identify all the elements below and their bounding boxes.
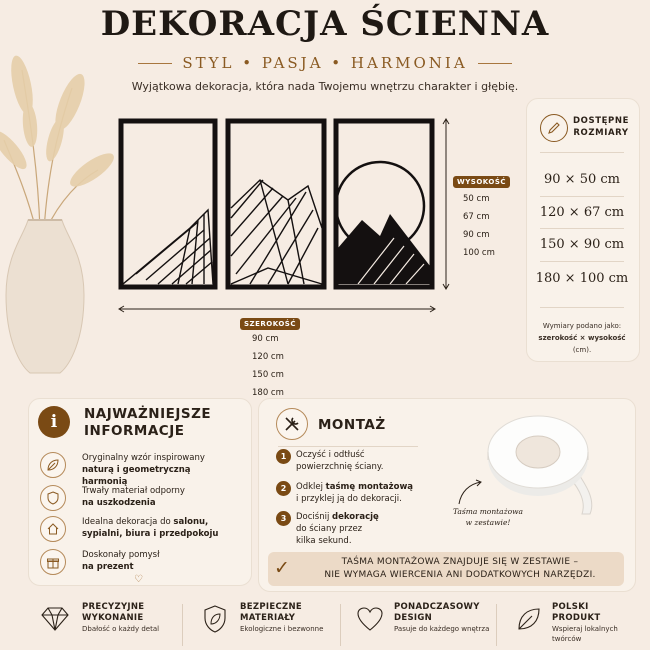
step-number: 1: [276, 449, 291, 464]
feature-subtitle: Wspieraj lokalnych: [552, 625, 618, 633]
height-value: 67 cm: [463, 212, 490, 222]
step-line: Dociśnij: [296, 512, 333, 522]
info-item-bold: salonu, sypialni, biura i przedpokoju: [82, 517, 219, 539]
leaf-icon: [40, 452, 66, 478]
divider: [182, 604, 183, 646]
tools-icon: [276, 408, 308, 440]
heart-icon: [354, 602, 386, 636]
info-item: [82, 549, 232, 573]
size-option: 150 × 90 cm: [539, 237, 625, 252]
sizes-note-bold: szerokość × wysokość: [538, 334, 626, 342]
divider: [540, 228, 624, 229]
feature-title: BEZPIECZNE: [240, 602, 302, 612]
curved-arrow-icon: [455, 478, 485, 508]
checkmark-icon: ✓: [274, 557, 290, 579]
feature-subtitle: twórców: [552, 635, 582, 643]
feature-title: PONADCZASOWY: [394, 602, 480, 612]
divider: [540, 307, 624, 308]
sizes-note: [530, 320, 634, 356]
montaz-heading: MONTAŻ: [318, 417, 386, 433]
width-value: 180 cm: [252, 388, 284, 398]
info-item-bold: na uszkodzenia: [82, 498, 156, 508]
info-icon: i: [38, 406, 70, 438]
heart-icon: ♡: [134, 574, 143, 585]
step-line: Oczyść i odtłuść: [296, 450, 365, 460]
step-text: [296, 449, 416, 473]
step-number: 2: [276, 481, 291, 496]
info-heading: [84, 406, 211, 440]
step-line: i przyklej ją do dekoracji.: [296, 494, 402, 504]
width-arrow: [118, 303, 436, 315]
info-item-text: Trwały materiał odporny: [82, 486, 185, 496]
wall-art-preview: [118, 118, 436, 290]
info-item-bold: na prezent: [82, 562, 134, 572]
divider: [478, 63, 512, 64]
height-value: 100 cm: [463, 248, 495, 258]
divider: [496, 604, 497, 646]
info-item-text: Doskonały pomysł: [82, 550, 160, 560]
step-bold: taśmę montażową: [325, 482, 414, 492]
width-value: 90 cm: [252, 334, 279, 344]
step-text: [296, 511, 416, 547]
sizes-heading: [570, 115, 632, 139]
feature-title: WYKONANIE: [82, 613, 144, 623]
sizes-heading-line: DOSTĘPNE: [573, 116, 629, 126]
width-value: 120 cm: [252, 352, 284, 362]
height-arrow: [440, 118, 452, 290]
shield-icon: [40, 485, 66, 511]
feature-title: PRODUKT: [552, 613, 601, 623]
tape-caption-line: w zestawie!: [465, 518, 511, 527]
feature-subtitle: Ekologiczne i bezwonne: [240, 625, 324, 633]
height-value: 90 cm: [463, 230, 490, 240]
feature-title: MATERIAŁY: [240, 613, 296, 623]
step-line: powierzchnię ściany.: [296, 462, 384, 472]
info-heading-line: INFORMACJE: [84, 423, 185, 439]
banner-text: [300, 556, 620, 582]
step-bold: dekorację: [332, 512, 379, 522]
size-option: 90 × 50 cm: [544, 172, 620, 187]
sizes-note-line: Wymiary podano jako:: [542, 322, 622, 330]
step-line: do ściany przez: [296, 524, 363, 534]
vase-illustration: [0, 30, 115, 375]
tape-caption-line: Taśma montażowa: [452, 507, 523, 516]
width-list: [252, 330, 284, 402]
diamond-icon: [38, 602, 72, 636]
info-item-text: Oryginalny wzór inspirowany: [82, 453, 205, 463]
feature-item: [354, 602, 500, 636]
size-option: 120 × 67 cm: [539, 205, 625, 220]
banner-line: TAŚMA MONTAŻOWA ZNAJDUJE SIĘ W ZESTAWIE –: [341, 557, 579, 567]
step-text: [296, 481, 416, 505]
banner-line: NIE WYMAGA WIERCENIA ANI DODATKOWYCH NARZĘDZI.: [324, 570, 596, 580]
leaf-icon: [514, 602, 544, 636]
step-line: kilka sekund.: [296, 536, 352, 546]
info-item: [82, 452, 232, 488]
feature-title: POLSKI: [552, 602, 589, 612]
feature-subtitle: Dbałość o każdy detal: [82, 625, 160, 633]
subtitle: STYL • PASJA • HARMONIA: [182, 54, 468, 72]
tape-roll-illustration: [486, 410, 616, 520]
home-icon: [40, 516, 66, 542]
height-list: [463, 190, 495, 262]
pencil-icon: [540, 114, 568, 142]
step-number: 3: [276, 511, 291, 526]
divider: [138, 63, 172, 64]
info-heading-line: NAJWAŻNIEJSZE: [84, 406, 212, 422]
width-badge: SZEROKOŚĆ: [240, 318, 300, 330]
size-option: 180 × 100 cm: [535, 271, 629, 286]
height-badge: WYSOKOŚĆ: [453, 176, 510, 188]
divider: [540, 152, 624, 153]
sizes-note-tail: (cm).: [572, 346, 592, 354]
feature-title: PRECYZYJNE: [82, 602, 145, 612]
feature-item: [200, 602, 350, 636]
height-value: 50 cm: [463, 194, 490, 204]
tape-caption: [446, 506, 530, 528]
divider: [278, 446, 418, 447]
divider: [540, 261, 624, 262]
info-item: [82, 516, 232, 540]
info-item-bold: naturą i geometryczną harmonią: [82, 465, 191, 487]
feature-item: [38, 602, 178, 636]
info-item-text: Idealna dekoracja do: [82, 517, 171, 527]
feature-title: DESIGN: [394, 613, 433, 623]
page-title: DEKORACJA ŚCIENNA: [100, 4, 550, 44]
sizes-heading-line: ROZMIARY: [573, 128, 629, 138]
shield-leaf-icon: [200, 602, 230, 636]
feature-item: [514, 602, 634, 644]
tagline: Wyjątkowa dekoracja, która nada Twojemu wnętrzu charakter i głębię.: [131, 80, 519, 93]
info-item: [82, 485, 232, 509]
divider: [340, 604, 341, 646]
step-line: Odklej: [296, 482, 326, 492]
width-value: 150 cm: [252, 370, 284, 380]
divider: [540, 196, 624, 197]
feature-subtitle: Pasuje do każdego wnętrza: [394, 625, 490, 633]
gift-icon: [40, 549, 66, 575]
